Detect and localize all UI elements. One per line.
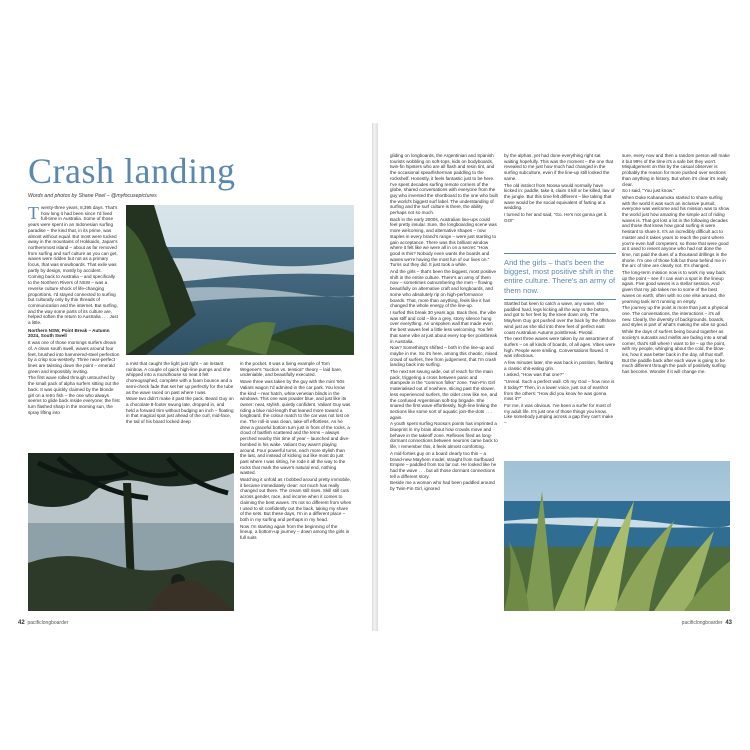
paragraph: While the days of surfers being bound together as society's outcasts and misfits are fading into a small corner, that's still where I want to be – up the point, with my people, whinging about the cold, the blow-ins, how it was better back in the day, all that stuff. But the paddle back after each wave is going to be much different through the pack of positivity surfing has become. Wonder if it will change me. bbox=[622, 329, 728, 375]
paragraph: The next set swung wide, out of reach for the main pack, triggering a cross between panic and stampede in the "common folks" zone. Twin-Fin Girl materialised out of nowhere, slicing past the slower, less experienced surfers, the older crew like me, and the confused Argentinian soft-top brigade. She snared the first wave effortlessly, high-line linking the sections like some sort of aquatic join-the-dots . . . again. bbox=[390, 369, 498, 420]
byline: Words and photos by Shane Peel – @myfocusepictures bbox=[28, 193, 157, 199]
paragraph: Back in the early 2000s, Australian line-ups could feel pretty insular. Sure, the longboarding scene was more welcoming, and alternative shapes – now staples in every brand's range – were just starting to gain acceptance. There was this brilliant window where it felt like we were all in on a secret: "How good is this? Nobody even wants the boards and waves we're having the most fun of our lives on." Turns out they did. It just took a while. bbox=[390, 216, 497, 268]
page-folio-right bbox=[682, 620, 732, 626]
paragraph: It was one of those mornings surfers dream of. A clean south swell, waves around four feet, brushed into hammered-steel perfection by a crisp sou-westerly. Three near-perfect lines are twisting down the point – emerald green and impossibly inviting. bbox=[28, 340, 120, 374]
page-folio-left bbox=[18, 620, 68, 626]
paragraph: I asked, "How was that one?" bbox=[504, 372, 564, 378]
palm-silhouette-photo bbox=[28, 453, 234, 611]
left-column-3 bbox=[240, 361, 352, 611]
magazine-spread bbox=[8, 123, 742, 631]
paragraph: Wave three was taken by the guy with the mint '60s Valiant wagon I'd admired in the car park. You know the kind – rear hatch, white venetian blinds in the windows. This one was powder blue, and just like its owner: neat, stylish, quietly confident. Valiant Guy was riding a blue mid-length that leaned more toward a longboard, the colour match to the car was not lost on me. The roll-in was clean, take-off effortless. As he drew a graceful bottom turn just in front of the rocks, a cloud of baitfish scattered and the terns – always perched nearby this time of year – launched and dive-bombed in his wake. Valiant Guy wasn't playing around. Four powerful turns, each more stylish than the last, and instead of kicking out like most do just past where I was sitting, he rode it all the way to the rocks that mark the wave's natural end, nothing wasted. bbox=[240, 379, 351, 476]
paragraph: The long-term mission now is to work my way back up the point – see if I can earn a spot in the lineup again. Five good waves is a stellar session. And given that my job takes me to some of the best waves on earth, often with no one else around, the yearning tank isn't running on empty. bbox=[622, 270, 726, 304]
magazine-name: pacificlongboarder bbox=[27, 620, 69, 626]
paragraph: I surfed this break 30 years ago. Back then, the vibe was stiff and cold – like a grey, stony silence hung over everything. An unspoken wall that made even the best waves feel a little less welcoming. You felt that same vibe at just about every top-tier pointbreak in Australia. bbox=[390, 309, 497, 344]
paragraph: So I said, "You just know." bbox=[622, 188, 675, 194]
page-number: 42 bbox=[18, 620, 25, 626]
right-column-2-bottom bbox=[504, 301, 616, 481]
magazine-name: pacificlongboarder bbox=[681, 620, 723, 626]
paragraph: sure, every now and then a random person will make it but 99% of the time it's a safe bet they won't. Misjudgement on this by the casual observer is probably the reason for more pushed over sections than anything in history. But when it's clear it's really clear. bbox=[622, 153, 730, 187]
paragraph: in the pocket. It was a living example of Tom Wegener's "suction vs. tension" theory – laid bare, undeniable, and beautifully executed. bbox=[240, 361, 343, 378]
paragraph: The next three waves were taken by an assortment of surfers – on all kinds of boards, of all ages. Vibes were high. People were smiling. Conversations flowed. It was infectious. bbox=[504, 336, 616, 359]
paragraph: Wave two didn't make it past the pack. Beard Guy on a chocolate 8-footer swung late, dropped in, and held a forward trim without budging an inch – floating in that magical spot just ahead of the curl, mid-face, the tail of his board locked deep bbox=[126, 396, 234, 425]
paragraph: "Unreal. Such a perfect wall. Oh my God – how nice is it today?" Then, in a lower voice, just out of earshot from the others: "How did you know he was gonna miss it?" bbox=[504, 379, 615, 402]
paragraph: Beside me a woman who had been paddled around by Twin-Fin Girl, ignored bbox=[390, 480, 495, 492]
right-column-3 bbox=[622, 153, 730, 453]
paragraph: Now I'm starting again from the beginning of the lineup, a bottom-up journey – down among the girls in full suits bbox=[240, 523, 350, 541]
paragraph: When Duke Kahanamoku started to share surfing with the world it was such an inclusive pursuit, everyone was welcome and his mission was to show the world just how amazing the simple act of riding waves is. That got lost a lot in the following decades and those that knew how good surfing is were hesitant to share it. It's an incredibly difficult act to master and it takes years to reach the point where you're even half competent, so those that were good at it used to resent anyone who had not done the time, not paid the dues of a thousand drillings in the shorie. I'm one of those folk but those behind me in the arc of time are clearly not. It's changed. bbox=[622, 194, 730, 269]
paragraph: by the alphas, yet had done everything right sat waiting hopefully. This was the moment – the one that revealed to me just how much had changed in the surfing subculture, even if the line-up still looked the same. bbox=[504, 153, 614, 181]
right-column-1 bbox=[390, 153, 498, 611]
paragraph: Watching it unfold as I bobbed around pretty immobile, it became immediately clear: not much has really changed out there. The cream still rises. Skill still cuts across gender, race, and income when it comes to claiming the best waves. It's not so different from when I used to sit confidently out the back, taking my share of the sets. But these days, I'm in a different place – both in my surfing and perhaps in my head. bbox=[240, 477, 352, 522]
paragraph: A few minutes later, she was back in position, flashing a classic shit-eating grin. bbox=[504, 360, 614, 371]
paragraph: The journey up the point is more than just a physical one. The conversations, the interactions – it's all new. Clearly, the diversity of backgrounds, boards, and styles is part of what's making the vibe so good. bbox=[622, 305, 729, 328]
agave-ocean-photo bbox=[504, 461, 730, 611]
right-page bbox=[378, 123, 742, 631]
paragraph: Startled but keen to catch a wave, any wave, she paddled hard, legs kicking all the way to the bottom, and got to her feet by the knee down only. The Mayhem Guy got pushed over the back by the offshore wind just as she slid into three feet of perfect east coast Australian Autumn pointbreak. Pivotal. bbox=[504, 301, 616, 335]
ocean-rocks-photo bbox=[126, 205, 354, 355]
pull-quote: And the girls – that's been the biggest, most positive shift in the entire culture. There's an army of them now. bbox=[504, 253, 616, 300]
paragraph: The first wave rolled through untouched by the small pack of alpha surfers sitting out the back. It was quickly claimed by the blonde girl on a retro fish – the one who always seems to glide back inside everyone; the first turn flashed sharp in the morning sun, the spray lifting into bbox=[28, 375, 120, 415]
paragraph: I turned to her and said, "Go. He's not gonna get it. GO!" bbox=[504, 212, 608, 223]
page-number: 43 bbox=[725, 620, 732, 626]
paragraph: Coming back to Australia – and specifically to the Northern Rivers of NSW – was a reverse culture shock of life-changing proportions. I'd stayed connected to surfing but culturally only by thin threads of communication and the internet. But surfing, and the way some parts of its culture are, helped soften the return to Australia . . . Just a little. bbox=[28, 274, 118, 326]
paragraph: A youth spent surfing Noosa's points has imprinted a blueprint in my brain about how crowds move and behave in the takeoff zone. Reflexes fired as long-dormant connections between neurons came back to life, I remember this, it feels almost comforting. bbox=[390, 421, 498, 450]
subheading: Northern NSW, Point Break – Autumn 2024, South Swell bbox=[28, 327, 110, 339]
paragraph: And the girls – that's been the biggest, most positive shift in the entire culture. There's an army of them now – sometimes outnumbering the men – flowing beautifully on alternative craft and longboards, and some who absolutely rip on high-performance boards. That, more than anything, feels like it has changed the whole energy of the line-up. bbox=[390, 269, 497, 309]
article-title: Crash landing bbox=[28, 151, 236, 191]
right-column-2-top bbox=[504, 153, 616, 249]
intro-paragraph: wenty-three years, 8,395 days. That's how long it had been since I'd lived full-time in Australia. Some of those years were spent in an Indonesian surfing paradise – the kind that, in its prime, was almost without equal. But most were tucked away in the mountains of Hokkaido, Japan's northernmost island – about as far removed from surfing and surf culture as you can get, waves were ridden but not as a primary focus, that was snowboards. That exile was partly by design, mostly by accident. bbox=[28, 205, 118, 273]
paragraph: a mist that caught the light just right – an instant rainbow. A couple of quick high-line pumps and she whipped into a roundhouse so neat it felt choreographed, complete with a foam bounce and a semi-check fade that set her up perfectly for the tube as the wave raced on past where I was. bbox=[126, 361, 234, 395]
paragraph: gliding on longboards, the Argentinian and Spanish tourists wobbling on soft-tops, kids on bodyboards, twin-fin hipsters who are all flash and resin tint, and the occasional spearfisherman paddling to the rockshelf. Honestly, it feels fantastic just to be here. I've spent decades surfing remote corners of the globe, shared conversations with everyone from the guy who invented the shortboard to the one who built the world's biggest surf label. The understanding of surfing and the surf culture is there, the ability perhaps not so much. bbox=[390, 153, 498, 216]
dropcap: T bbox=[28, 205, 39, 223]
left-column-1 bbox=[28, 205, 120, 445]
paragraph: Now? Something's shifted – both in the line-up and maybe in me. So it's here, among this chaotic, mixed crowd of surfers, free from judgement, that I'm crash landing back into surfing. bbox=[390, 345, 498, 368]
paragraph: A mid-forties guy on a board clearly too thin – a brand-new Mayhem model, straight from Surfboard Empire – paddled from too far out. He looked like he had the wave . . . but all those dormant connections tell a different story. bbox=[390, 450, 497, 479]
left-page bbox=[8, 123, 372, 631]
paragraph: For me, it was obvious. I've been a surfer for most of my adult life. It's just one of those things you know. Like somebody jumping across a gap they can't make – bbox=[504, 402, 614, 426]
paragraph: The old instinct from Noosa would normally have kicked in: paddle, take it, claim it kill or be killed, law of the jungle. But this time felt different – like taking that wave would be the social equivalent of farting at a wedding. bbox=[504, 182, 615, 211]
